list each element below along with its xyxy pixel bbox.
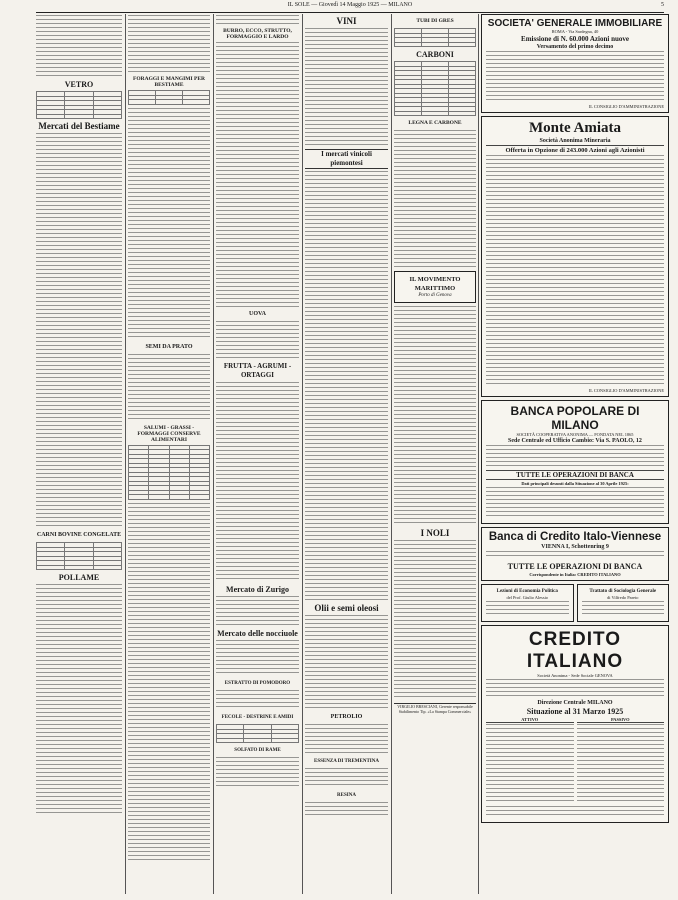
ad-immobiliare-sede: ROMA - Via Sardegna, 40 — [551, 29, 599, 34]
text-block — [486, 51, 664, 101]
balance-attivo-heading: ATTIVO — [486, 717, 574, 723]
section-heading-noli: I NOLI — [420, 528, 450, 538]
section-heading-vetro: VETRO — [64, 80, 94, 89]
section-heading-tubi: TUBI DI GRES — [416, 18, 454, 24]
text-block — [486, 487, 664, 517]
movimento-marittimo-box — [394, 271, 476, 303]
text-block — [486, 679, 664, 697]
section-heading-vini: VINI — [336, 16, 357, 26]
ad-immobiliare-sub: Versamento del primo decimo — [536, 44, 614, 50]
text-block — [394, 306, 476, 526]
footer-responsabile: VIRGILIO BRESCIANI, Gerente responsabile — [394, 703, 476, 709]
balance-sheet — [486, 717, 664, 805]
ad-italo-viennese-city: VIENNA I, Schottenring 9 — [541, 544, 609, 550]
section-heading-olii: Olii e semi oleosi — [314, 603, 379, 613]
running-head — [36, 2, 664, 13]
section-heading-salumi: SALUMI - GRASSI - FORMAGGI CONSERVE ALIMENTARI — [137, 424, 201, 443]
ad-credito-italiano-sub: Società Anonima - Sede Sociale GENOVA — [537, 673, 613, 678]
text-block — [305, 171, 388, 601]
text-block — [216, 321, 299, 359]
price-table — [128, 445, 210, 500]
section-heading-legna: LEGNA E CARBONE — [408, 120, 462, 126]
text-block — [216, 640, 299, 676]
ad-books — [481, 584, 669, 622]
ad-amiata-sub: Società Anonima Mineraria — [539, 138, 611, 144]
section-heading-zurigo: Mercato di Zurigo — [226, 585, 289, 594]
column-3 — [216, 14, 299, 894]
ad-amiata — [481, 116, 669, 397]
text-block — [128, 15, 210, 73]
text-block — [216, 15, 299, 25]
text-block — [216, 596, 299, 626]
text-block — [216, 382, 299, 582]
text-block — [36, 133, 122, 528]
text-block — [486, 445, 664, 467]
ad-credito-italiano — [481, 625, 669, 823]
section-heading-solfato: SOLFATO DI RAME — [234, 748, 281, 753]
ad-bpm-situazione: Dati principali desunti dalla Situazione al 30 Aprile 1925: — [521, 481, 629, 486]
balance-attivo — [486, 717, 574, 805]
text-block — [486, 155, 664, 385]
text-block — [486, 724, 574, 802]
text-block — [486, 601, 569, 615]
column-2 — [128, 14, 210, 894]
section-heading-resina: RESINA — [337, 793, 356, 798]
price-table — [394, 61, 476, 116]
text-block — [305, 768, 388, 788]
section-heading-burro: BURRO, ECCO, STRUTTO, FORMAGGIO E LARDO — [223, 28, 292, 40]
ad-italo-viennese-corrispondente: Corrispondente in Italia: CREDITO ITALIANO — [529, 572, 621, 577]
text-block — [305, 615, 388, 710]
ad-trattato — [577, 584, 670, 622]
section-heading-uova: UOVA — [249, 311, 266, 317]
ad-lezioni — [481, 584, 574, 622]
ad-amiata-sign: IL CONSIGLIO D'AMMINISTRAZIONE — [588, 388, 664, 393]
price-table — [36, 91, 122, 119]
text-block — [128, 354, 210, 422]
ad-bpm-operazioni: TUTTE LE OPERAZIONI DI BANCA — [486, 470, 664, 480]
section-heading-fecole: FECOLE - DESTRINE E AMIDI — [221, 715, 294, 720]
column-1 — [36, 14, 122, 894]
text-block — [486, 806, 664, 816]
section-heading-nocciuole: Mercato delle nocciuole — [217, 629, 298, 638]
column-4 — [305, 14, 388, 894]
section-heading-foraggi: FORAGGI E MANGIMI PER BESTIAME — [133, 76, 205, 88]
ad-credito-italiano-title: CREDITO ITALIANO — [526, 629, 624, 672]
section-heading-frutta: FRUTTA - AGRUMI - ORTAGGI — [223, 362, 292, 379]
text-block — [577, 724, 665, 802]
ad-trattato-title: Trattato di Sociologia Generale — [589, 589, 657, 594]
text-block — [394, 130, 476, 268]
ad-trattato-author: di Vilfredo Pareto — [607, 595, 639, 600]
page-number: 5 — [661, 2, 664, 8]
text-block — [305, 802, 388, 818]
ad-italo-viennese-title: Banca di Credito Italo-Viennese — [488, 531, 662, 543]
section-heading-carboni: CARBONI — [416, 50, 454, 59]
text-block — [128, 108, 210, 340]
text-block — [216, 42, 299, 307]
ad-italo-viennese-operazioni: TUTTE LE OPERAZIONI DI BANCA — [507, 562, 643, 571]
text-block — [216, 757, 299, 787]
section-heading-petrolio: PETROLIO — [330, 714, 363, 720]
section-heading-mercati-bestiame: Mercati del Bestiame — [38, 121, 120, 131]
price-table — [128, 90, 210, 105]
price-table — [216, 724, 299, 743]
ad-amiata-headline: Offerta in Opzione di 243.000 Azioni agli Azionisti — [486, 145, 664, 154]
footer-tipografia: Stabilimento Tip. «La Stampa Commerciale» — [398, 709, 472, 714]
column-rule — [478, 14, 479, 894]
text-block — [394, 540, 476, 700]
text-block — [36, 584, 122, 814]
ad-immobiliare-sign: IL CONSIGLIO D'AMMINISTRAZIONE — [588, 104, 664, 109]
column-rule — [125, 14, 126, 894]
ad-lezioni-author: del Prof. Giulio Alessio — [506, 595, 548, 600]
ad-lezioni-title: Lezioni di Economia Politica — [496, 589, 558, 594]
price-table — [394, 28, 476, 47]
balance-passivo — [577, 717, 665, 805]
price-table — [36, 542, 122, 570]
ad-credito-italiano-direzione: Direzione Centrale MILANO — [537, 700, 613, 706]
section-heading-mercati-vinicoli: I mercati vinicoli piemontesi — [305, 149, 388, 169]
ad-credito-italiano-situazione: Situazione al 31 Marzo 1925 — [526, 707, 624, 716]
text-block — [582, 601, 665, 615]
section-heading-movimento: IL MOVIMENTO MARITTIMO — [409, 276, 461, 292]
text-block — [36, 15, 122, 77]
ad-bpm — [481, 400, 669, 524]
balance-passivo-heading: PASSIVO — [577, 717, 665, 723]
ad-bpm-sub: SOCIETÀ COOPERATIVA ANONIMA — FONDATA NEL 1865 — [516, 432, 634, 437]
column-rule — [391, 14, 392, 894]
text-block — [305, 28, 388, 146]
ad-immobiliare — [481, 14, 669, 113]
ad-amiata-title: Monte Amiata — [528, 120, 622, 136]
column-rule — [302, 14, 303, 894]
section-heading-pomodoro: ESTRATTO DI POMODORO — [224, 681, 291, 686]
ad-immobiliare-headline: Emissione di N. 60.000 Azioni nuove — [521, 35, 629, 43]
ad-italo-viennese — [481, 527, 669, 581]
ad-bpm-title: BANCA POPOLARE DI MILANO — [510, 404, 640, 432]
column-ads — [481, 14, 669, 894]
column-5 — [394, 14, 476, 894]
section-heading-semi-prato: SEMI DA PRATO — [145, 343, 193, 350]
running-head-text: IL SOLE — Giovedì 14 Maggio 1925 — MILANO — [287, 2, 413, 8]
column-rule — [213, 14, 214, 894]
movimento-subheading: Porto di Genova — [418, 293, 452, 298]
ad-immobiliare-title: SOCIETA' GENERALE IMMOBILIARE — [487, 18, 663, 29]
text-block — [128, 503, 210, 863]
text-block — [486, 551, 664, 559]
section-heading-essenza: ESSENZA DI TREMENTINA — [314, 759, 379, 764]
text-block — [216, 690, 299, 710]
text-block — [305, 724, 388, 754]
ad-bpm-sede: Sede Centrale ed Ufficio Cambio: Via S. PAOLO, 12 — [508, 438, 642, 444]
section-heading-carni: CARNI BOVINE CONGELATE — [36, 532, 122, 538]
section-heading-pollame: POLLAME — [58, 573, 100, 582]
